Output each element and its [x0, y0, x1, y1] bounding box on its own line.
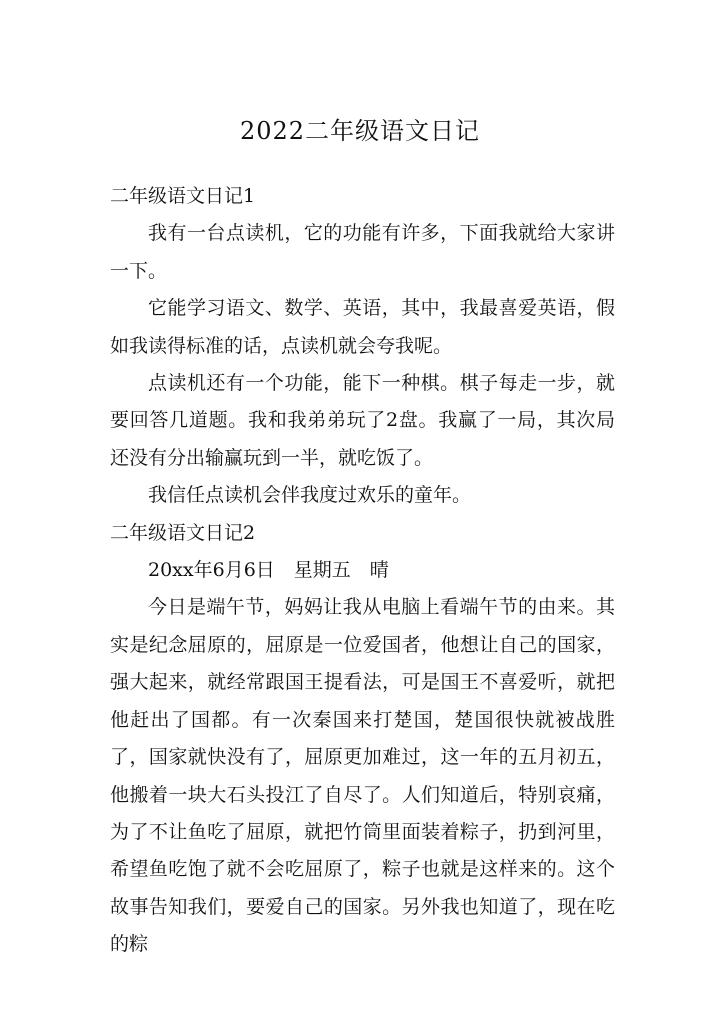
diary-1-paragraph-1: 我有一台点读机，它的功能有许多，下面我就给大家讲一下。	[110, 222, 615, 282]
diary-2-date-line: 20xx年6月6日 星期五 晴	[148, 559, 389, 582]
diary-1-paragraph-2: 它能学习语文、数学、英语，其中，我最喜爱英语，假如我读得标准的话，点读机就会夸我呢。	[110, 297, 615, 357]
page-title: 2022二年级语文日记	[239, 117, 481, 145]
diary-1-heading: 二年级语文日记1	[110, 185, 256, 207]
diary-1-paragraph-4: 我信任点读机会伴我度过欢乐的童年。	[148, 484, 472, 507]
document-body	[110, 178, 615, 964]
diary-2-heading: 二年级语文日记2	[110, 521, 256, 544]
diary-1-paragraph-3: 点读机还有一个功能，能下一种棋。棋子每走一步，就要回答几道题。我和我弟弟玩了2盘。我赢了一局，其次局还没有分出输赢玩到一半，就吃饭了。	[110, 372, 615, 469]
diary-2-paragraph-1: 今日是端午节，妈妈让我从电脑上看端午节的由来。其实是纪念屈原的，屈原是一位爱国者，他想让自己的国家，强大起来，就经常跟国王提看法，可是国王不喜爱听，就把他赶出了国都。有一次秦国来打楚国，楚国很快就被战胜了，国家就快没有了，屈原更加难过，这一年的五月初五，他搬着一块大石头投江了自尽了。人们知道后，特别哀痛，为了不让鱼吃了屈原，就把竹筒里面装着粽子，扔到河里，希望鱼吃饱了就不会吃屈原了，粽子也就是这样来的。这个故事告知我们，要爱自己的国家。另外我也知道了，现在吃的粽	[110, 596, 615, 956]
